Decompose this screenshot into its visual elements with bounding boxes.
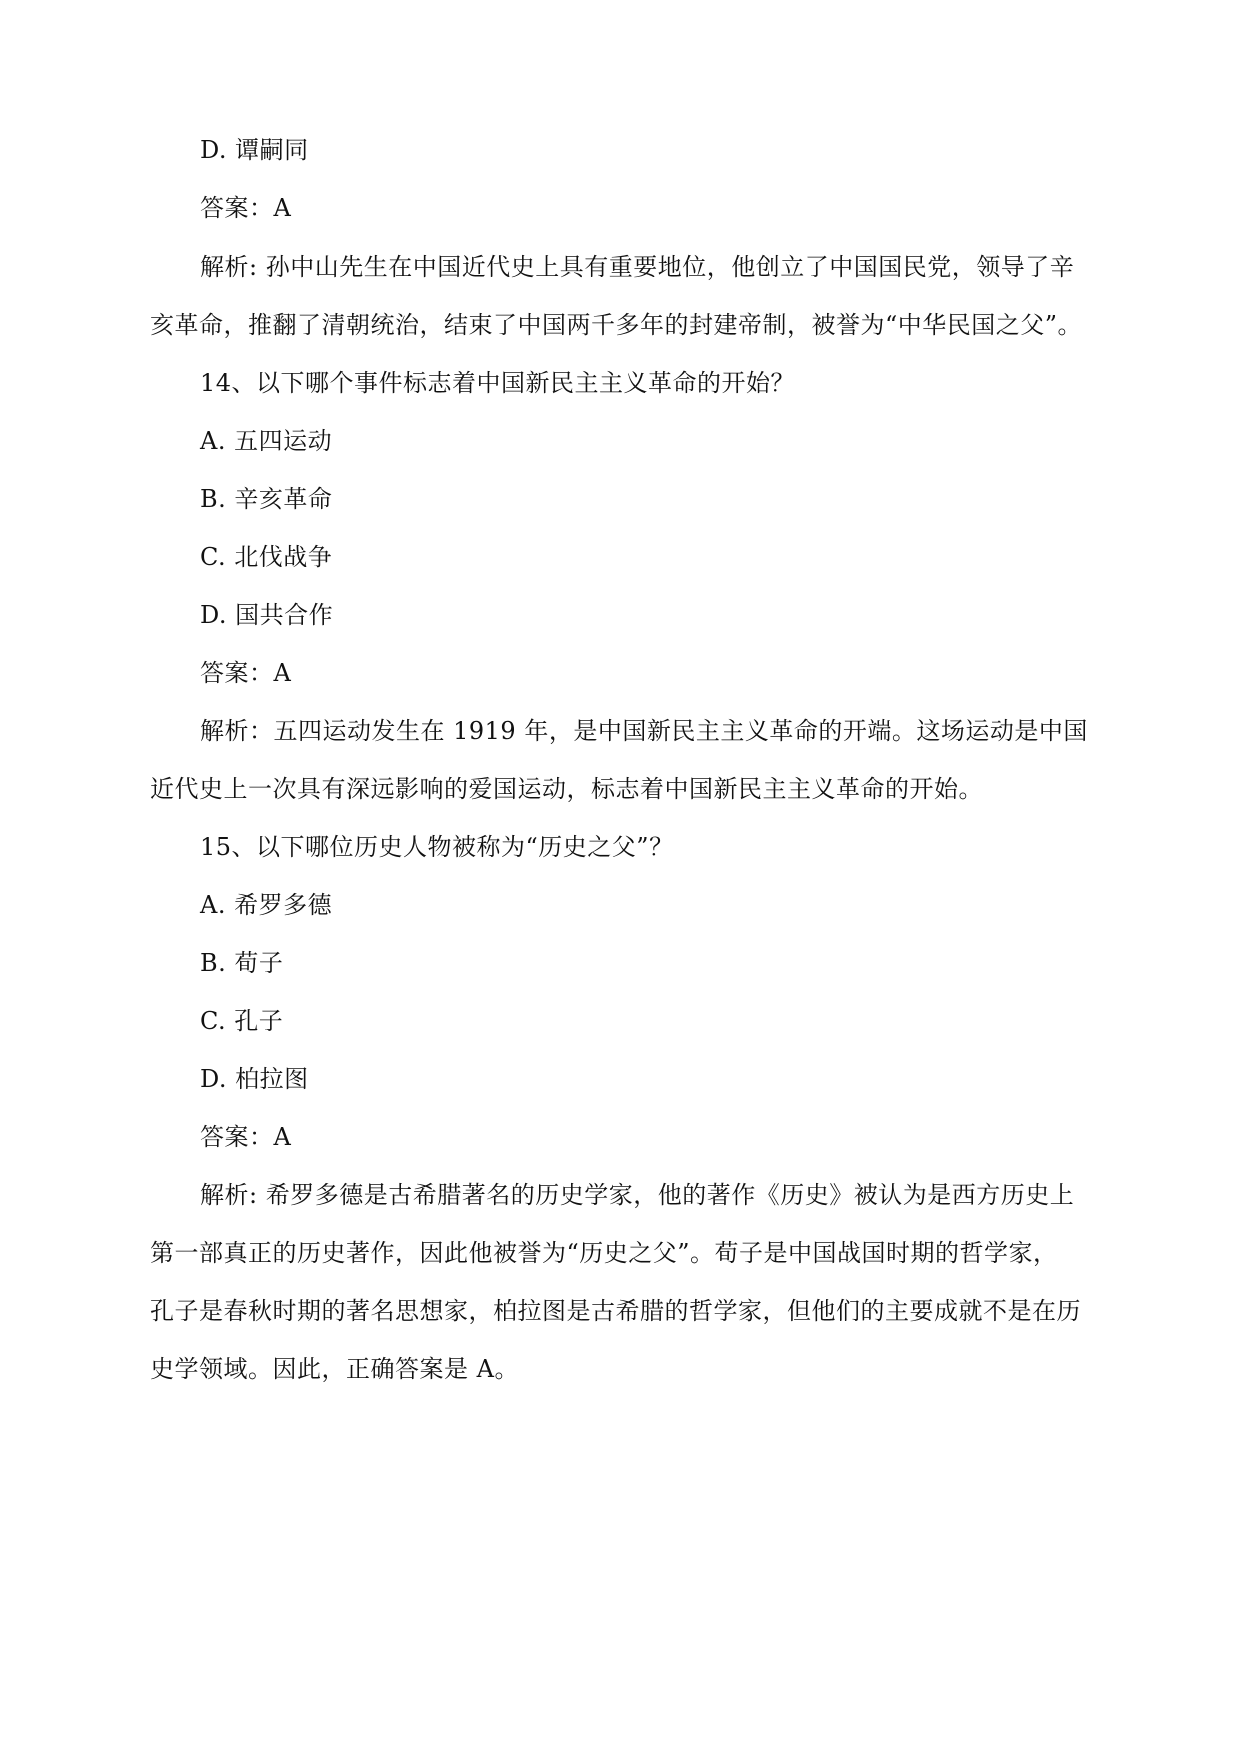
q14-option-c: C. 北伐战争 <box>200 543 333 571</box>
q15-option-c: C. 孔子 <box>200 1007 284 1035</box>
q14-option-d: D. 国共合作 <box>200 601 334 629</box>
q15-analysis-line-4: 史学领域。因此，正确答案是 A。 <box>150 1355 519 1383</box>
q15-analysis-line-1: 解析: 希罗多德是古希腊著名的历史学家，他的著作《历史》被认为是西方历史上 <box>200 1181 1075 1209</box>
q14-analysis-line-2: 近代史上一次具有深远影响的爱国运动，标志着中国新民主主义革命的开始。 <box>150 775 983 803</box>
q14-option-a: A. 五四运动 <box>200 427 333 455</box>
q15-question: 15、以下哪位历史人物被称为“历史之父”？ <box>200 833 674 861</box>
q13-analysis-line-2: 亥革命，推翻了清朝统治，结束了中国两千多年的封建帝制，被誉为“中华民国之父”。 <box>150 311 1083 339</box>
q14-option-b: B. 辛亥革命 <box>200 485 333 513</box>
q15-option-b: B. 荀子 <box>200 949 284 977</box>
q15-analysis-line-3: 孔子是春秋时期的著名思想家，柏拉图是古希腊的哲学家，但他们的主要成就不是在历 <box>150 1297 1081 1325</box>
q14-analysis-line-1: 解析：五四运动发生在 1919 年，是中国新民主主义革命的开端。这场运动是中国 <box>200 717 1088 745</box>
q15-option-a: A. 希罗多德 <box>200 891 333 919</box>
q15-answer: 答案：A <box>200 1123 292 1151</box>
q14-answer: 答案：A <box>200 659 292 687</box>
q13-answer: 答案：A <box>200 194 292 222</box>
q14-question: 14、以下哪个事件标志着中国新民主主义革命的开始？ <box>200 369 796 397</box>
q13-analysis-line-1: 解析: 孙中山先生在中国近代史上具有重要地位，他创立了中国国民党，领导了辛 <box>200 253 1075 281</box>
q15-analysis-line-2: 第一部真正的历史著作，因此他被誉为“历史之父”。荀子是中国战国时期的哲学家， <box>150 1239 1058 1267</box>
q13-option-d: D. 谭嗣同 <box>200 136 309 164</box>
q15-option-d: D. 柏拉图 <box>200 1065 309 1093</box>
